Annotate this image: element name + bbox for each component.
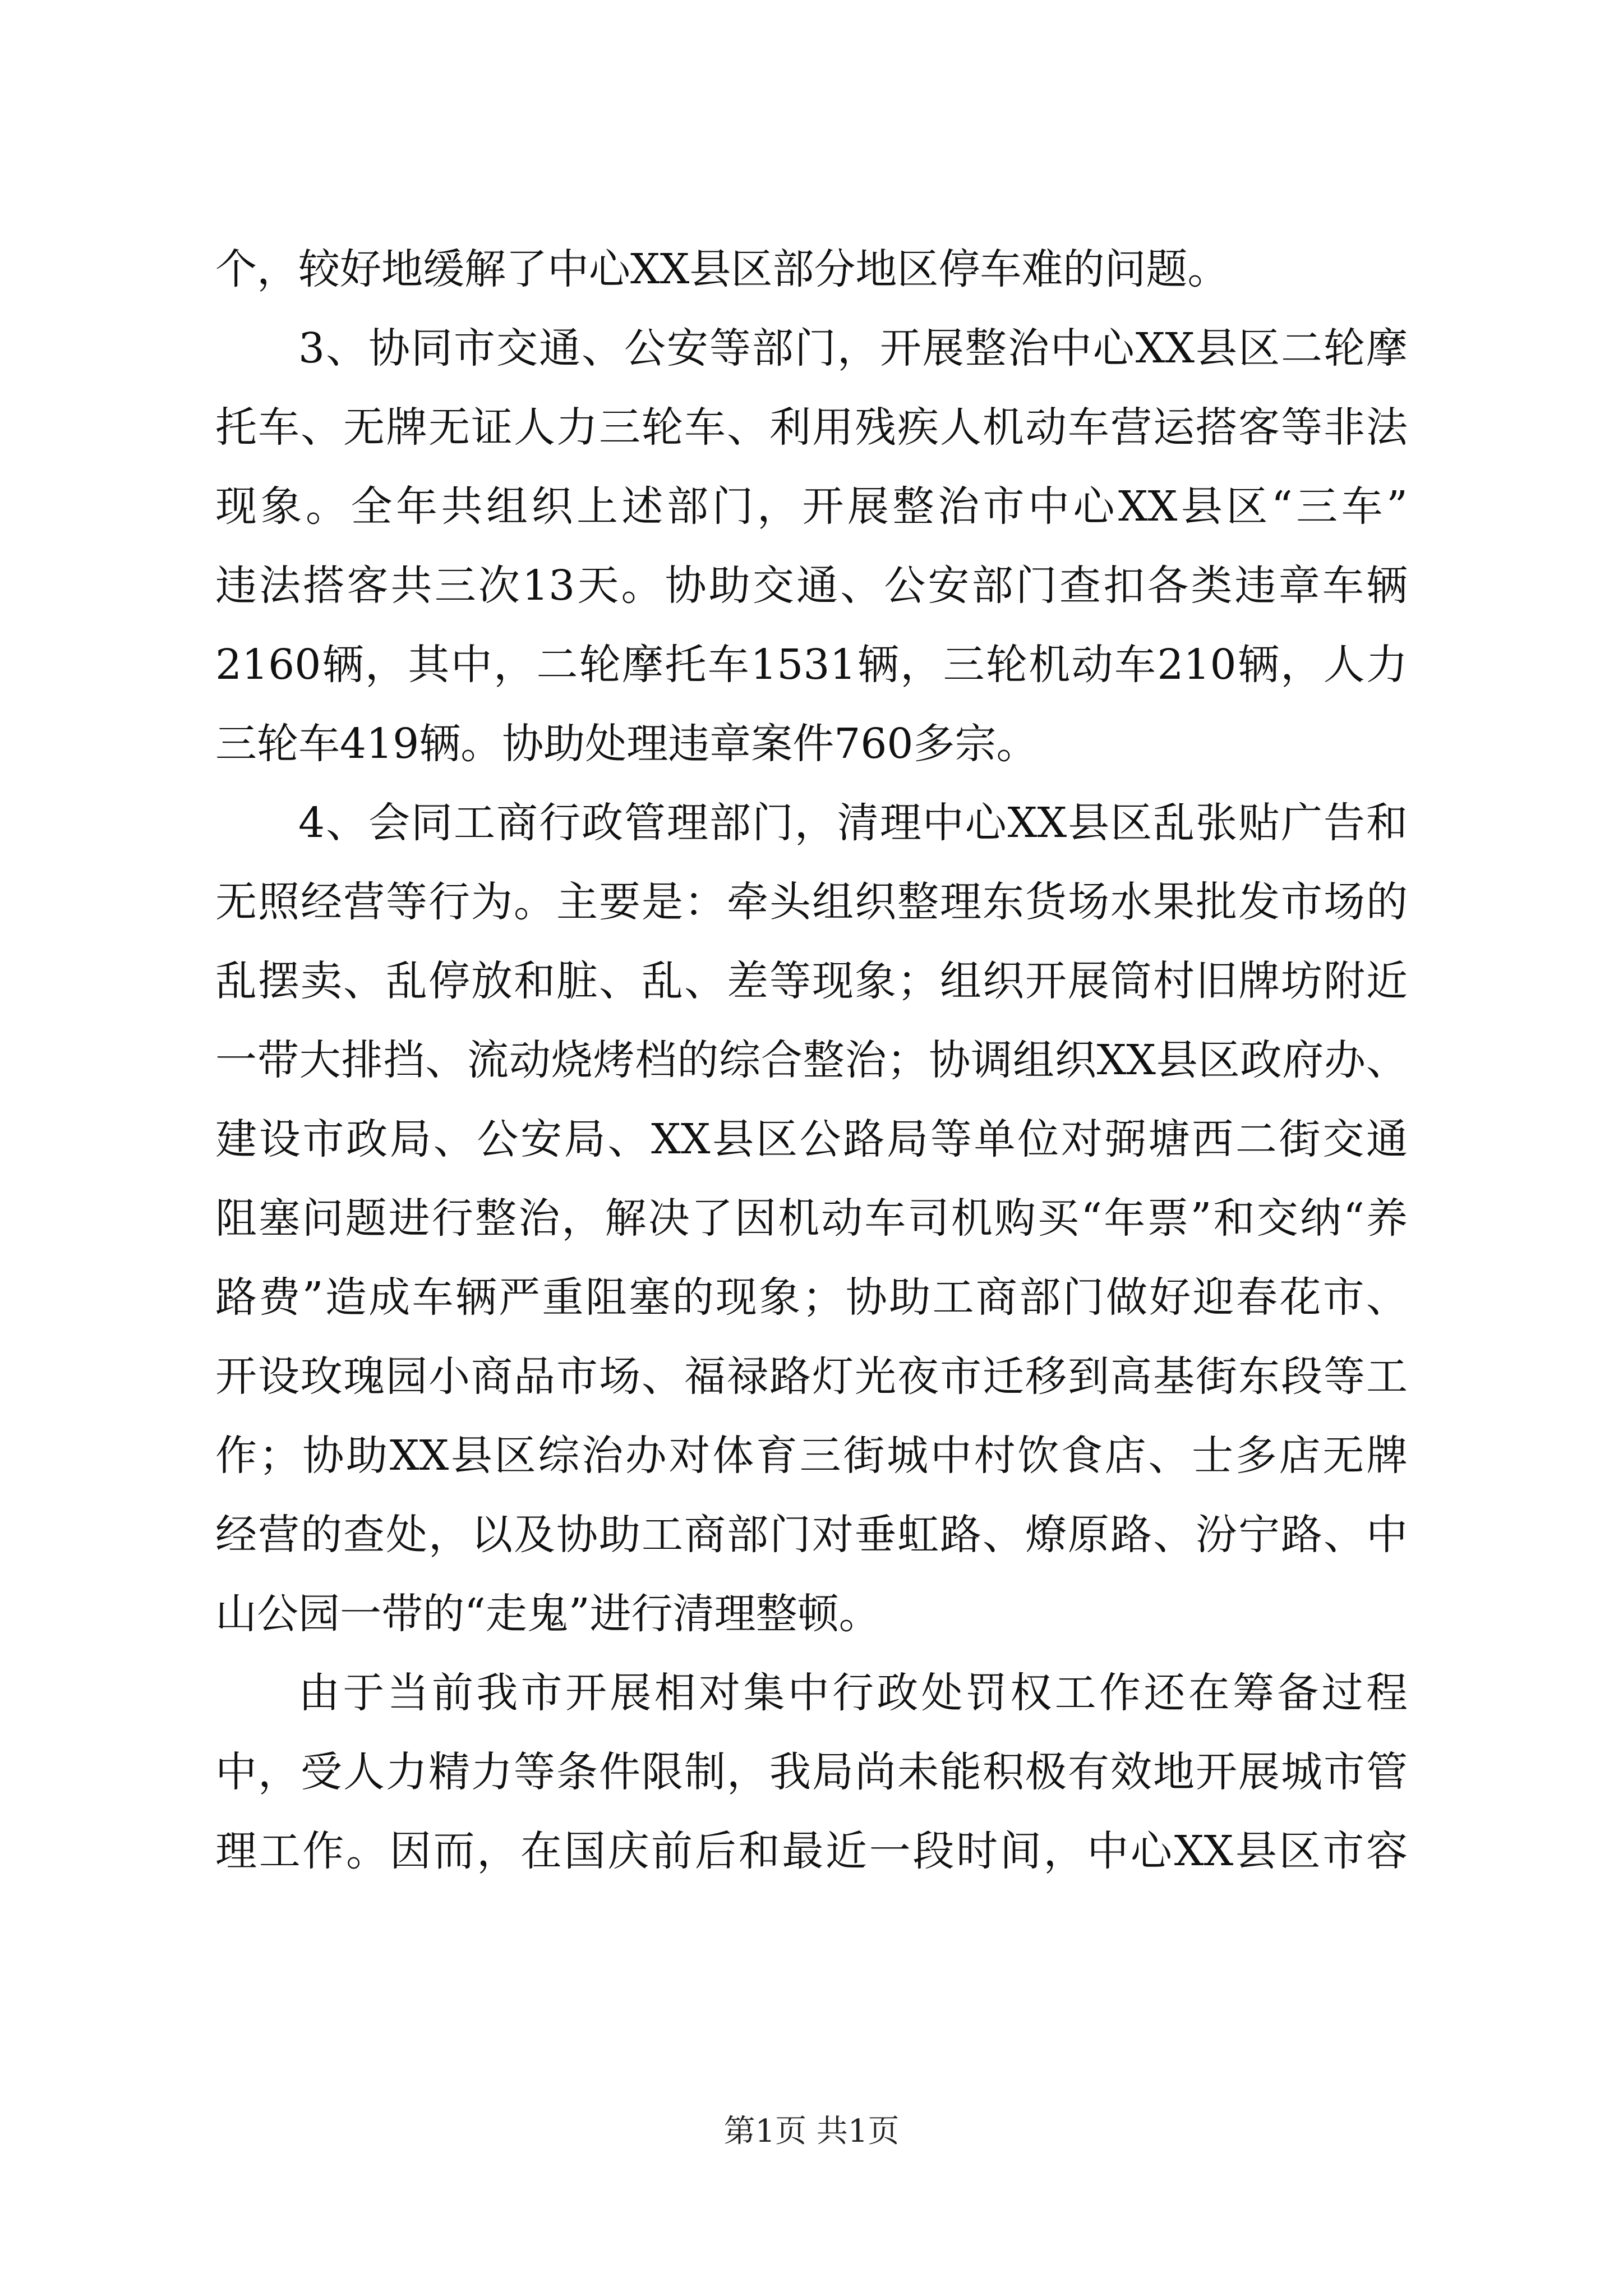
text-line: 建设市政局、公安局、XX县区公路局等单位对弼塘西二街交通 <box>215 1115 1408 1163</box>
page-number: 第1页 共1页 <box>723 2113 900 2150</box>
text-line: 一带大排挡、流动烧烤档的综合整治；协调组织XX县区政府办、 <box>215 1036 1408 1084</box>
text-line: 作；协助XX县区综治办对体育三街城中村饮食店、士多店无牌 <box>215 1432 1408 1480</box>
text-line: 2160辆，其中，二轮摩托车1531辆，三轮机动车210辆，人力 <box>215 641 1408 689</box>
text-line: 托车、无牌无证人力三轮车、利用残疾人机动车营运搭客等非法 <box>215 403 1408 452</box>
text-line: 中，受人力精力等条件限制，我局尚未能积极有效地开展城市管 <box>215 1748 1408 1796</box>
text-line: 理工作。因而，在国庆前后和最近一段时间，中心XX县区市容 <box>215 1827 1408 1875</box>
text-line: 无照经营等行为。主要是：牵头组织整理东货场水果批发市场的 <box>215 878 1408 926</box>
text-line: 经营的查处，以及协助工商部门对垂虹路、燎原路、汾宁路、中 <box>215 1511 1408 1559</box>
text-line: 3、协同市交通、公安等部门，开展整治中心XX县区二轮摩 <box>298 324 1408 372</box>
text-line: 现象。全年共组织上述部门，开展整治市中心XX县区“三车” <box>215 482 1408 531</box>
page-footer <box>0 2109 1623 2154</box>
text-line: 山公园一带的“走鬼”进行清理整顿。 <box>215 1590 880 1638</box>
text-line: 三轮车419辆。协助处理违章案件760多宗。 <box>215 720 1038 768</box>
text-line: 违法搭客共三次13天。协助交通、公安部门查扣各类违章车辆 <box>215 562 1408 610</box>
text-line: 由于当前我市开展相对集中行政处罚权工作还在筹备过程 <box>298 1669 1408 1717</box>
text-line: 路费”造成车辆严重阻塞的现象；协助工商部门做好迎春花市、 <box>215 1273 1408 1322</box>
text-line: 开设玫瑰园小商品市场、福禄路灯光夜市迁移到高基街东段等工 <box>215 1352 1408 1401</box>
text-line: 4、会同工商行政管理部门，清理中心XX县区乱张贴广告和 <box>298 799 1408 847</box>
text-line: 阻塞问题进行整治，解决了因机动车司机购买“年票”和交纳“养 <box>215 1194 1408 1243</box>
text-line: 乱摆卖、乱停放和脏、乱、差等现象；组织开展筒村旧牌坊附近 <box>215 957 1408 1005</box>
text-line: 个，较好地缓解了中心XX县区部分地区停车难的问题。 <box>215 245 1229 293</box>
document-body <box>215 230 1408 1891</box>
